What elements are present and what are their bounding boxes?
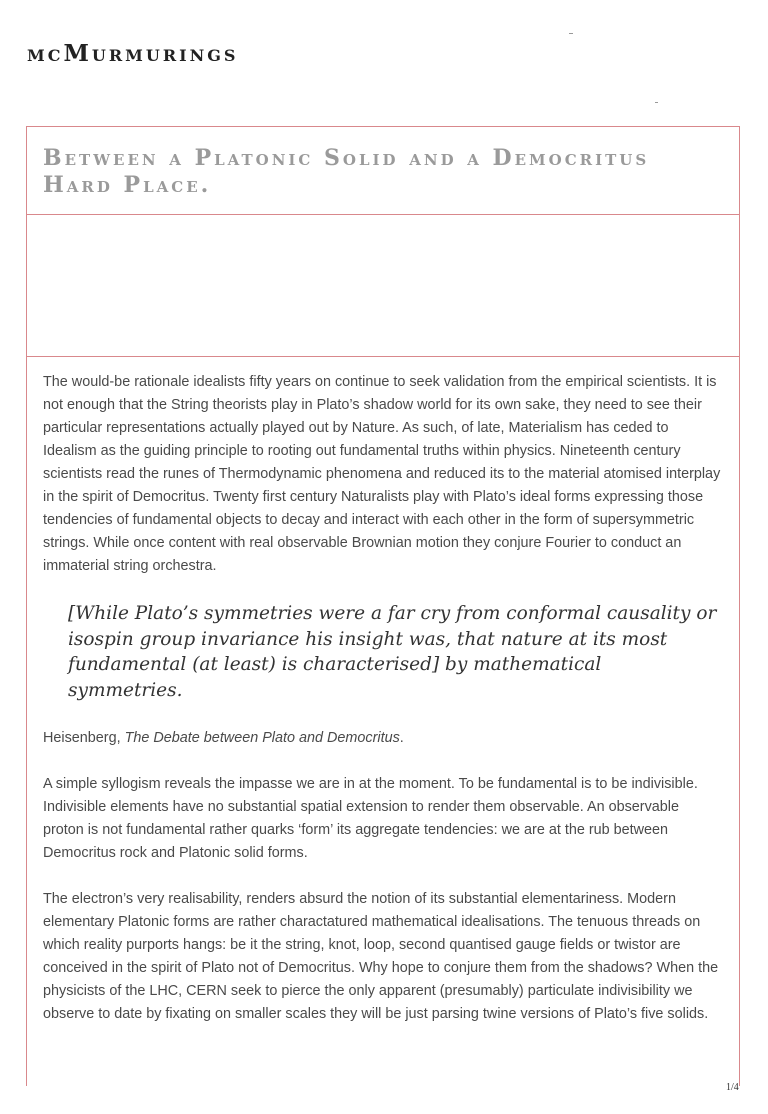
citation-work: The Debate between Plato and Democritus <box>124 730 400 746</box>
decorative-speck <box>569 33 573 34</box>
post-frame <box>26 126 740 1086</box>
post-title[interactable]: Between a Platonic Solid and a Democritus Hard Place. <box>43 145 650 198</box>
post-title-band <box>27 127 739 215</box>
post-content <box>43 371 721 1049</box>
decorative-speck <box>655 102 658 103</box>
site-title[interactable]: mcMurmurings <box>27 40 239 67</box>
paragraph: A simple syllogism reveals the impasse we are in at the moment. To be fundamental is to be indivisible. Indivisible elements have no substantial spatial extension to render them observable. An observable proton is not fundamental rather quarks ‘form’ its aggregate tendencies: we are at the rub between Democritus rock and Platonic solid forms. <box>43 776 698 861</box>
page-number: 1/4 <box>726 1082 739 1093</box>
paragraph: The would-be rationale idealists fifty years on continue to seek validation from the empirical scientists. It is not enough that the String theorists play in Plato’s shadow world for its own sake, they need to see their particular representations actually played out by Nature. As such, of late, Materialism has ceded to Idealism as the guiding principle to rooting out fundamental truths within physics. Nineteenth century scientists read the runes of Thermodynamic phenomena and reduced its to the material atomised interplay in the spirit of Democritus. Twenty first century Naturalists play with Plato’s ideal forms expressing those tendencies of fundamental objects to decay and interact with each other in the form of supersymmetric strings. While once content with real observable Brownian motion they conjure Fourier to conduct an immaterial string orchestra. <box>43 374 721 574</box>
citation <box>43 727 721 750</box>
featured-image-area <box>27 215 739 357</box>
citation-end: . <box>399 730 404 746</box>
paragraph: The electron’s very realisability, renders absurd the notion of its substantial elementariness. Modern elementary Platonic forms are rather charactatured mathematical idealisations. The tenuous threads on which reality purports hangs: be it the string, knot, loop, second quantised gauge fields or twistor are conceived in the spirit of Plato not of Democritus. Why hope to conjure them from the shadows? When the physicists of the LHC, CERN seek to pierce the only apparent (presumably) particulate indivisibility we observe to date by fixating on smaller scales they will be just parsing twine versions of Plato’s five solids. <box>43 891 719 1022</box>
blockquote: [While Plato’s symmetries were a far cry from conformal causality or isospin group invariance his insight was, that nature at its most fundamental (at least) is characterised] by mathematical symmetries. <box>68 603 717 701</box>
citation-author: Heisenberg, <box>43 730 125 746</box>
